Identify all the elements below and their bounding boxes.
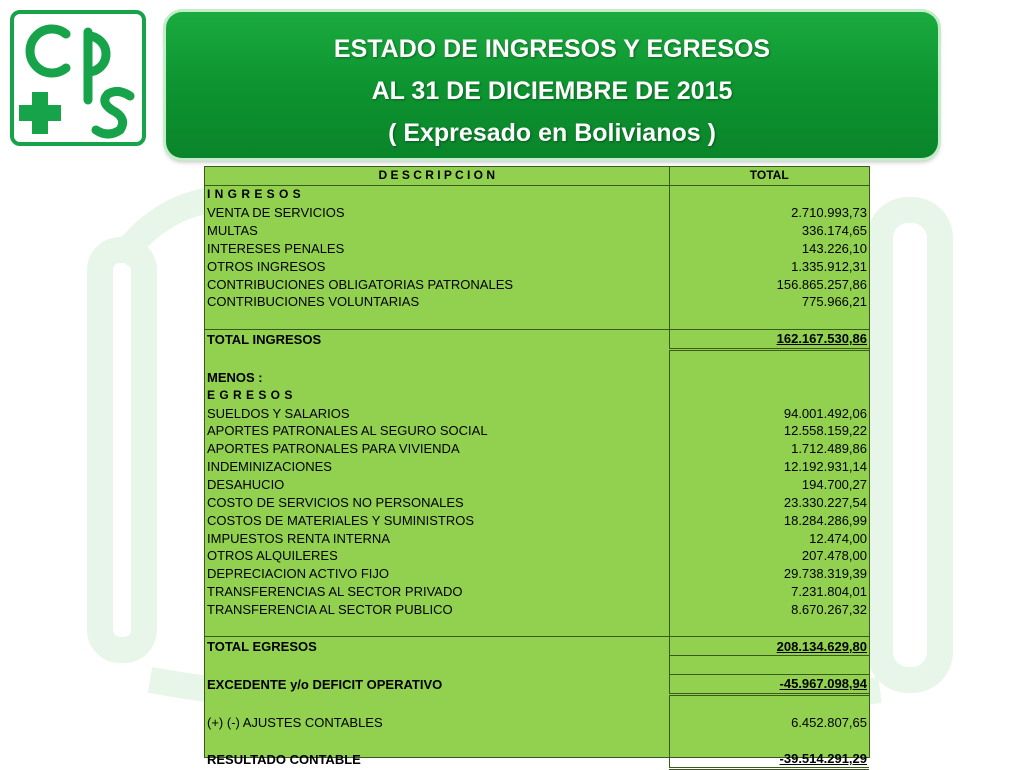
row-value: 12.192.931,14 (669, 458, 869, 476)
row-value: 8.670.267,32 (669, 601, 869, 619)
row-label: INDEMINIZACIONES (207, 459, 332, 475)
title-line-3: ( Expresado en Bolivianos ) (388, 119, 716, 147)
row-value: 1.335.912,31 (669, 257, 869, 275)
row-value: 156.865.257,86 (669, 275, 869, 293)
row-label: VENTA DE SERVICIOS (207, 205, 345, 221)
spacer-row (205, 656, 869, 675)
cps-logo (8, 8, 148, 148)
row-label: MULTAS (207, 223, 258, 238)
row-value: 143.226,10 (669, 239, 869, 257)
spacer-row (205, 311, 869, 329)
table-row (205, 601, 869, 619)
ajustes-value: 6.452.807,65 (669, 714, 869, 732)
total-ingresos-row (205, 329, 869, 349)
row-label: INTERESES PENALES (207, 240, 345, 256)
menos-label: MENOS : (207, 369, 263, 385)
total-egresos-value: 208.134.629,80 (776, 638, 867, 654)
title-line-2: AL 31 DE DICIEMBRE DE 2015 (371, 77, 733, 105)
row-label: APORTES PATRONALES PARA VIVIENDA (207, 441, 460, 457)
row-label: DESAHUCIO (207, 477, 285, 493)
row-value: 29.738.319,39 (669, 565, 869, 583)
spacer-row (205, 694, 869, 713)
table-row (205, 529, 869, 547)
table-row (205, 440, 869, 458)
excedente-value: -45.967.098,94 (779, 676, 867, 692)
row-value: 336.174,65 (669, 222, 869, 240)
excedente-label: EXCEDENTE y/o DEFICIT OPERATIVO (207, 676, 443, 692)
table-header-row (205, 167, 869, 185)
row-value: 207.478,00 (669, 547, 869, 565)
row-value: 7.231.804,01 (669, 583, 869, 601)
row-label: COSTO DE SERVICIOS NO PERSONALES (207, 494, 464, 510)
table-row (205, 511, 869, 529)
resultado-value: -39.514.291,29 (779, 750, 867, 766)
total-ingresos-label: TOTAL INGRESOS (205, 329, 669, 349)
title-line-1: ESTADO DE INGRESOS Y EGRESOS (333, 35, 771, 63)
ingresos-heading: I N G R E S O S (207, 187, 302, 202)
row-value: 23.330.227,54 (669, 493, 869, 511)
table-row (205, 204, 869, 222)
table-row (205, 293, 869, 311)
row-value: 1.712.489,86 (669, 440, 869, 458)
row-label: DEPRECIACION ACTIVO FIJO (207, 566, 390, 582)
resultado-row (205, 750, 869, 769)
row-label: TRANSFERENCIA AL SECTOR PUBLICO (207, 602, 453, 618)
spacer-row (205, 618, 869, 636)
ingresos-heading-row (205, 185, 869, 203)
table-row (205, 547, 869, 565)
total-egresos-row (205, 637, 869, 656)
ajustes-label: (+) (-) AJUSTES CONTABLES (207, 715, 383, 731)
row-label: CONTRIBUCIONES VOLUNTARIAS (207, 294, 420, 310)
egresos-heading-row (205, 386, 869, 404)
egresos-heading: E G R E S O S (207, 387, 293, 402)
total-ingresos-value: 162.167.530,86 (776, 331, 867, 347)
table-row (205, 565, 869, 583)
row-value: 12.558.159,22 (669, 422, 869, 440)
row-label: APORTES PATRONALES AL SEGURO SOCIAL (207, 423, 488, 439)
table-row (205, 493, 869, 511)
row-label: SUELDOS Y SALARIOS (207, 405, 350, 421)
table-row (205, 404, 869, 422)
row-value: 194.700,27 (669, 476, 869, 494)
row-label: IMPUESTOS RENTA INTERNA (207, 530, 390, 546)
column-header-description: D E S C R I P C I O N (205, 167, 669, 185)
row-value: 94.001.492,06 (669, 404, 869, 422)
table-row (205, 422, 869, 440)
row-value: 775.966,21 (669, 293, 869, 311)
resultado-label: RESULTADO CONTABLE (207, 751, 361, 767)
row-value: 18.284.286,99 (669, 511, 869, 529)
income-statement-table (204, 166, 870, 767)
table-row (205, 476, 869, 494)
table-row (205, 458, 869, 476)
row-label: COSTOS DE MATERIALES Y SUMINISTROS (207, 512, 475, 528)
excedente-row (205, 675, 869, 695)
spacer-row (205, 349, 869, 368)
table-row (205, 222, 869, 240)
row-label: OTROS INGRESOS (207, 258, 326, 274)
menos-row (205, 368, 869, 386)
row-value: 2.710.993,73 (669, 204, 869, 222)
spacer-row (205, 732, 869, 750)
title-banner (166, 12, 938, 158)
table-row (205, 583, 869, 601)
row-value: 12.474,00 (669, 529, 869, 547)
ajustes-row (205, 714, 869, 732)
row-label: CONTRIBUCIONES OBLIGATORIAS PATRONALES (207, 276, 514, 292)
column-header-total: TOTAL (669, 167, 869, 185)
table-row (205, 275, 869, 293)
row-label: OTROS ALQUILERES (207, 548, 338, 564)
table-row (205, 257, 869, 275)
row-label: TRANSFERENCIAS AL SECTOR PRIVADO (207, 584, 463, 600)
table-row (205, 239, 869, 257)
total-egresos-label: TOTAL EGRESOS (205, 637, 669, 656)
